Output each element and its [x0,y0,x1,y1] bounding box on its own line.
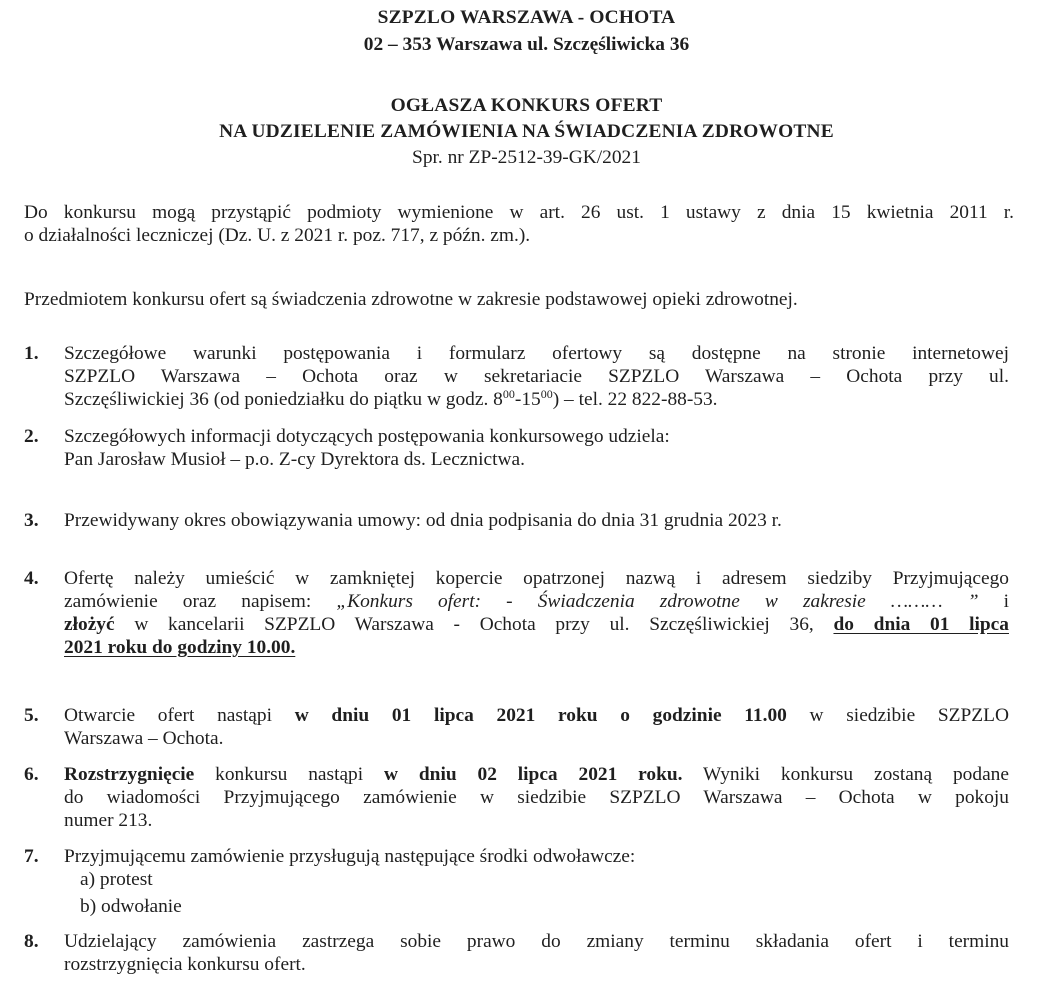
text-line: numer 213. [64,810,153,831]
intro-line: Przedmiotem konkursu ofert są świadczenia zdrowotne w zakresie podstawowej opieki zdrowotnej. [24,289,798,310]
list-text [64,845,1009,868]
intro-paragraph-eligibility [24,201,1014,247]
intro-line: o działalności leczniczej (Dz. U. z 2021 r. poz. 717, z późn. zm.). [24,225,531,246]
list-number: 6. [24,764,39,785]
organization-name: SZPZLO WARSZAWA - OCHOTA [377,7,676,28]
text-line [64,590,1009,613]
deadline-phrase: 2021 roku do godziny 10.00. [64,637,296,658]
text-line: Przewidywany okres obowiązywania umowy: od dnia podpisania do dnia 31 grudnia 2023 r. [64,510,782,531]
text-fragment: -15 [514,389,541,410]
text-line: Udzielający zamówienia zastrzega sobie prawo do zmiany terminu składania ofert i terminu [64,931,1009,952]
text-line: Przyjmującemu zamówienie przysługują następujące środki odwoławcze: [64,846,636,867]
list-number: 5. [24,705,39,726]
list-number: 2. [24,426,39,447]
text-line: SZPZLO Warszawa – Ochota oraz w sekretariacie SZPZLO Warszawa – Ochota przy ul. [64,366,1009,387]
text-line [64,636,1009,659]
text-fragment: w kancelarii SZPZLO Warszawa - Ochota przy ul. Szczęśliwickiej 36, [114,614,834,635]
text-line: rozstrzygnięcia konkursu ofert. [64,954,306,975]
list-number: 7. [24,846,39,867]
bold-phrase: w dniu 02 lipca 2021 roku. [384,764,683,785]
text-fragment: i [978,591,1009,612]
list-text [64,763,1009,832]
text-fragment: Wyniki konkursu zostaną podane [682,764,1009,785]
text-line: Pan Jarosław Musioł – p.o. Z-cy Dyrektora ds. Lecznictwa. [64,449,525,470]
text-fragment: konkursu nastąpi [194,764,385,785]
intro-line: Do konkursu mogą przystąpić podmioty wymienione w art. 26 ust. 1 ustawy z dnia 15 kwietnia 2011 r. [24,202,1014,223]
superscript: 00 [502,387,515,401]
announcement-title: OGŁASZA KONKURS OFERT [390,95,663,116]
text-line: Ofertę należy umieścić w zamkniętej kopercie opatrzonej nazwą i adresem siedziby Przyjmującego [64,568,1009,589]
list-number: 4. [24,568,39,589]
text-line: Szczegółowe warunki postępowania i formularz ofertowy są dostępne na stronie internetowej [64,343,1009,364]
list-number: 8. [24,931,39,952]
announcement-subtitle: NA UDZIELENIE ZAMÓWIENIA NA ŚWIADCZENIA ZDROWOTNE [219,121,834,142]
text-line: do wiadomości Przyjmującego zamówienie w siedzibie SZPZLO Warszawa – Ochota w pokoju [64,787,1009,808]
text-line: Szczegółowych informacji dotyczących postępowania konkursowego udziela: [64,426,670,447]
text-fragment: ) – tel. 22 822-88-53. [552,389,718,410]
list-text [64,567,1009,659]
deadline-phrase: do dnia 01 lipca [833,614,1009,635]
bold-phrase: w dniu 01 lipca 2021 roku o godzinie 11.00 [294,705,787,726]
text-fragment: Szczęśliwickiej 36 (od poniedziałku do piątku w godz. 8 [64,389,503,410]
list-text [64,509,1009,532]
bold-phrase: Rozstrzygnięcie [64,764,195,785]
list-text [64,425,1009,471]
text-fragment: w siedzibie SZPZLO [786,705,1009,726]
text-line: Warszawa – Ochota. [64,728,224,749]
list-text [64,342,1009,411]
text-fragment: zamówienie oraz napisem: [64,591,337,612]
list-text [64,704,1009,750]
italic-phrase: „Konkurs ofert: - Świadczenia zdrowotne w zakresie ……… ” [336,591,979,612]
sub-item-protest: a) protest [80,869,153,890]
list-text [64,930,1009,976]
text-line [64,388,1009,411]
list-number: 1. [24,343,39,364]
text-line [64,704,1009,727]
intro-paragraph-subject [24,288,1014,311]
bold-phrase: złożyć [64,614,115,635]
text-line [64,763,1009,786]
organization-address: 02 – 353 Warszawa ul. Szczęśliwicka 36 [363,34,690,55]
sub-item-appeal: b) odwołanie [80,896,182,917]
superscript: 00 [540,387,553,401]
text-fragment: Otwarcie ofert nastąpi [64,705,295,726]
text-line [64,613,1009,636]
list-number: 3. [24,510,39,531]
case-reference: Spr. nr ZP-2512-39-GK/2021 [412,147,641,168]
